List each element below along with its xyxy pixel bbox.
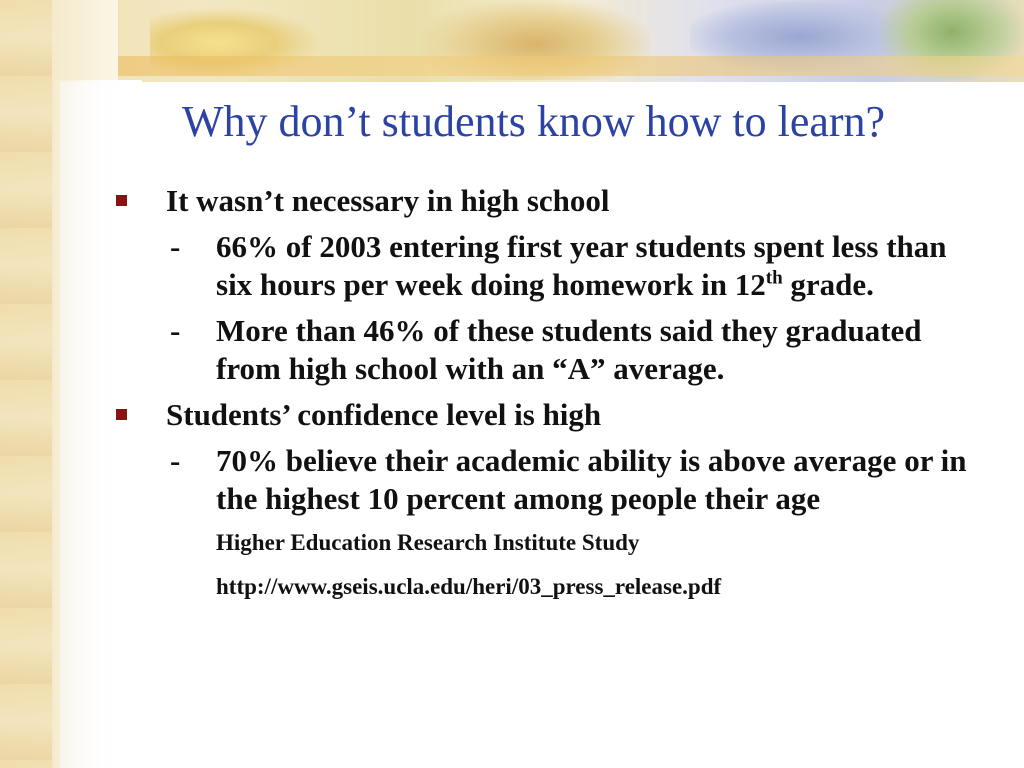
dash-marker: - bbox=[170, 443, 181, 478]
sub-bullet-text: More than 46% of these students said they graduated from high school with an “A” average. bbox=[216, 313, 922, 386]
bullet-item bbox=[116, 396, 976, 434]
dash-marker: - bbox=[170, 313, 181, 348]
bullet-item bbox=[116, 182, 976, 220]
bullet-square-icon bbox=[116, 409, 127, 420]
superscript: th bbox=[765, 267, 783, 289]
sub-bullet-text-end: grade. bbox=[782, 267, 874, 302]
slide-title: Why don’t students know how to learn? bbox=[182, 97, 886, 146]
bullet-text: Students’ confidence level is high bbox=[166, 397, 602, 432]
dash-marker: - bbox=[170, 229, 181, 264]
bullet-list bbox=[116, 182, 976, 602]
bullet-square-icon bbox=[116, 195, 127, 206]
header-decoration bbox=[0, 0, 1024, 86]
sub-bullet-item bbox=[116, 228, 976, 304]
sub-bullet-text: 66% of 2003 entering first year students spent less than six hours per week doing homework in 12 bbox=[216, 229, 947, 302]
sub-bullet-item bbox=[116, 442, 976, 518]
source-citation: Higher Education Research Institute Study bbox=[216, 530, 640, 555]
sub-bullet-text: 70% believe their academic ability is above average or in the highest 10 percent among people their age bbox=[216, 443, 967, 516]
source-url: http://www.gseis.ucla.edu/heri/03_press_release.pdf bbox=[216, 574, 722, 599]
decorative-stripe bbox=[34, 56, 1024, 76]
bullet-text: It wasn’t necessary in high school bbox=[166, 183, 610, 218]
sub-bullet-item bbox=[116, 312, 976, 388]
